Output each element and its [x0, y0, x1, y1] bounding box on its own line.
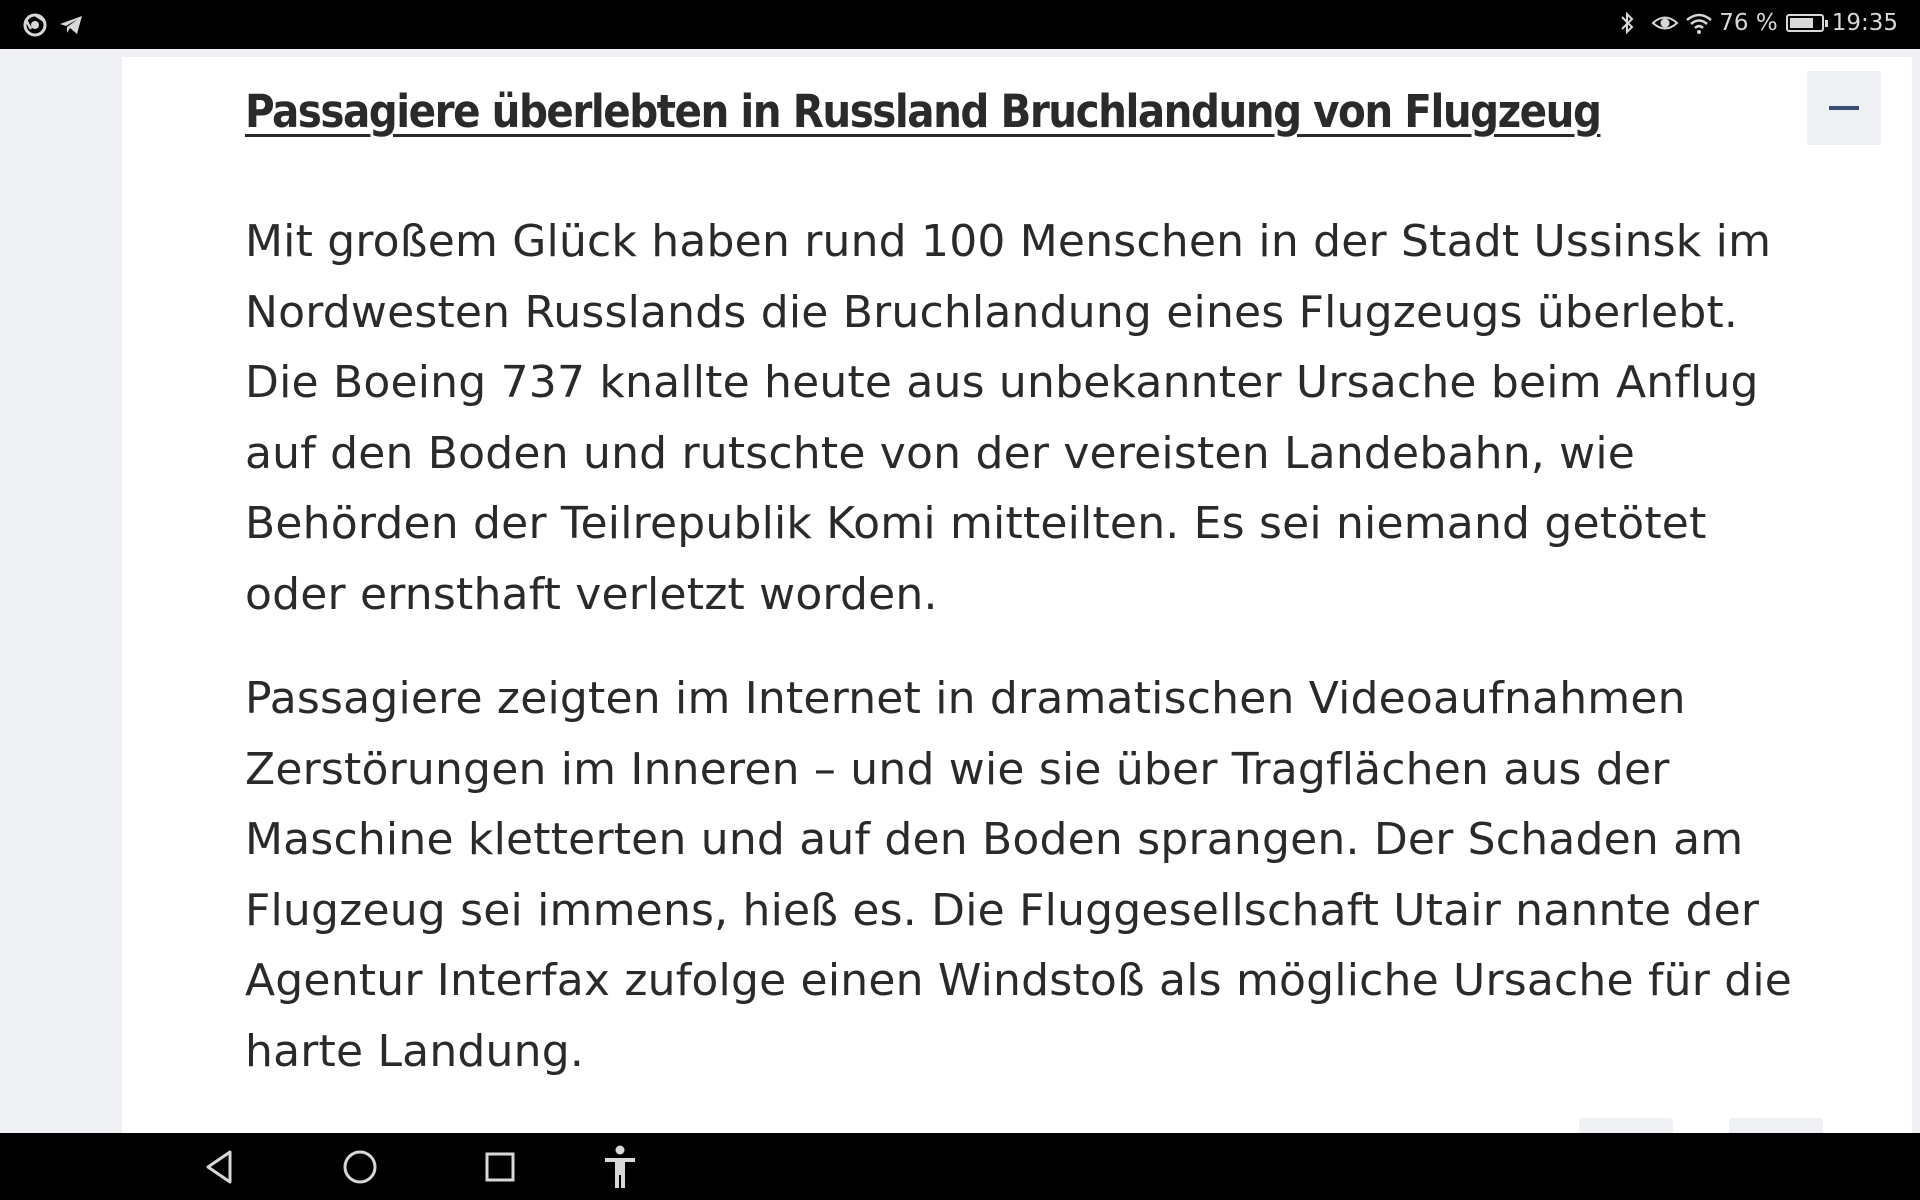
share-icon [1729, 1118, 1823, 1133]
battery-percent: 76 % [1719, 10, 1778, 36]
content-area [0, 49, 1920, 1133]
battery-level [1790, 18, 1813, 28]
article-headline[interactable]: Passagiere überlebten in Russland Bruchlandung von Flugzeug [245, 85, 1601, 138]
home-icon [340, 1147, 380, 1187]
wifi-icon [1685, 10, 1711, 36]
article-paragraph: Mit großem Glück haben rund 100 Menschen in der Stadt Ussinsk im Nordwesten Russlands die Bruchlandung eines Flugzeugs überlebt. Die Boeing 737 knallte heute aus unbekannter Ursache beim Anflug auf den Boden und rutschte von der vereisten Landebahn, wie Behörden der Teilrepublik Komi mitteilten. Es sei niemand getötet oder ernsthaft verletzt worden. [245, 216, 1772, 620]
chrome-icon [22, 12, 48, 38]
telegram-icon [58, 12, 84, 38]
article-body [245, 207, 1805, 1121]
back-icon [202, 1147, 238, 1187]
accessibility-icon [600, 1144, 640, 1190]
facebook-share-button[interactable] [1579, 1118, 1673, 1133]
home-button[interactable] [335, 1143, 385, 1191]
article-paragraph: Passagiere zeigten im Internet in dramatischen Videoaufnahmen Zerstörungen im Inneren – und wie sie über Tragflächen aus der Maschine kletterten und auf den Boden sprangen. Der Schaden am Flugzeug sei immens, hieß es. Die Fluggesellschaft Utair nannte der Agentur Interfax zufolge einen Windstoß als mögliche Ursache für die harte Landung. [245, 673, 1793, 1077]
navigation-bar [0, 1133, 1920, 1200]
accessibility-button[interactable] [595, 1143, 645, 1191]
bluetooth-icon [1617, 10, 1643, 36]
battery-icon [1786, 14, 1824, 32]
back-button[interactable] [195, 1143, 245, 1191]
article-card [122, 57, 1912, 1133]
status-bar-right [1617, 10, 1898, 36]
recents-icon [480, 1147, 520, 1187]
minus-icon [1829, 106, 1859, 110]
eye-icon [1651, 10, 1677, 36]
status-bar-left [22, 12, 84, 38]
facebook-icon [1579, 1118, 1673, 1133]
status-bar [0, 0, 1920, 49]
collapse-button[interactable] [1807, 71, 1881, 145]
recents-button[interactable] [475, 1143, 525, 1191]
share-button[interactable] [1729, 1118, 1823, 1133]
clock: 19:35 [1831, 10, 1898, 36]
